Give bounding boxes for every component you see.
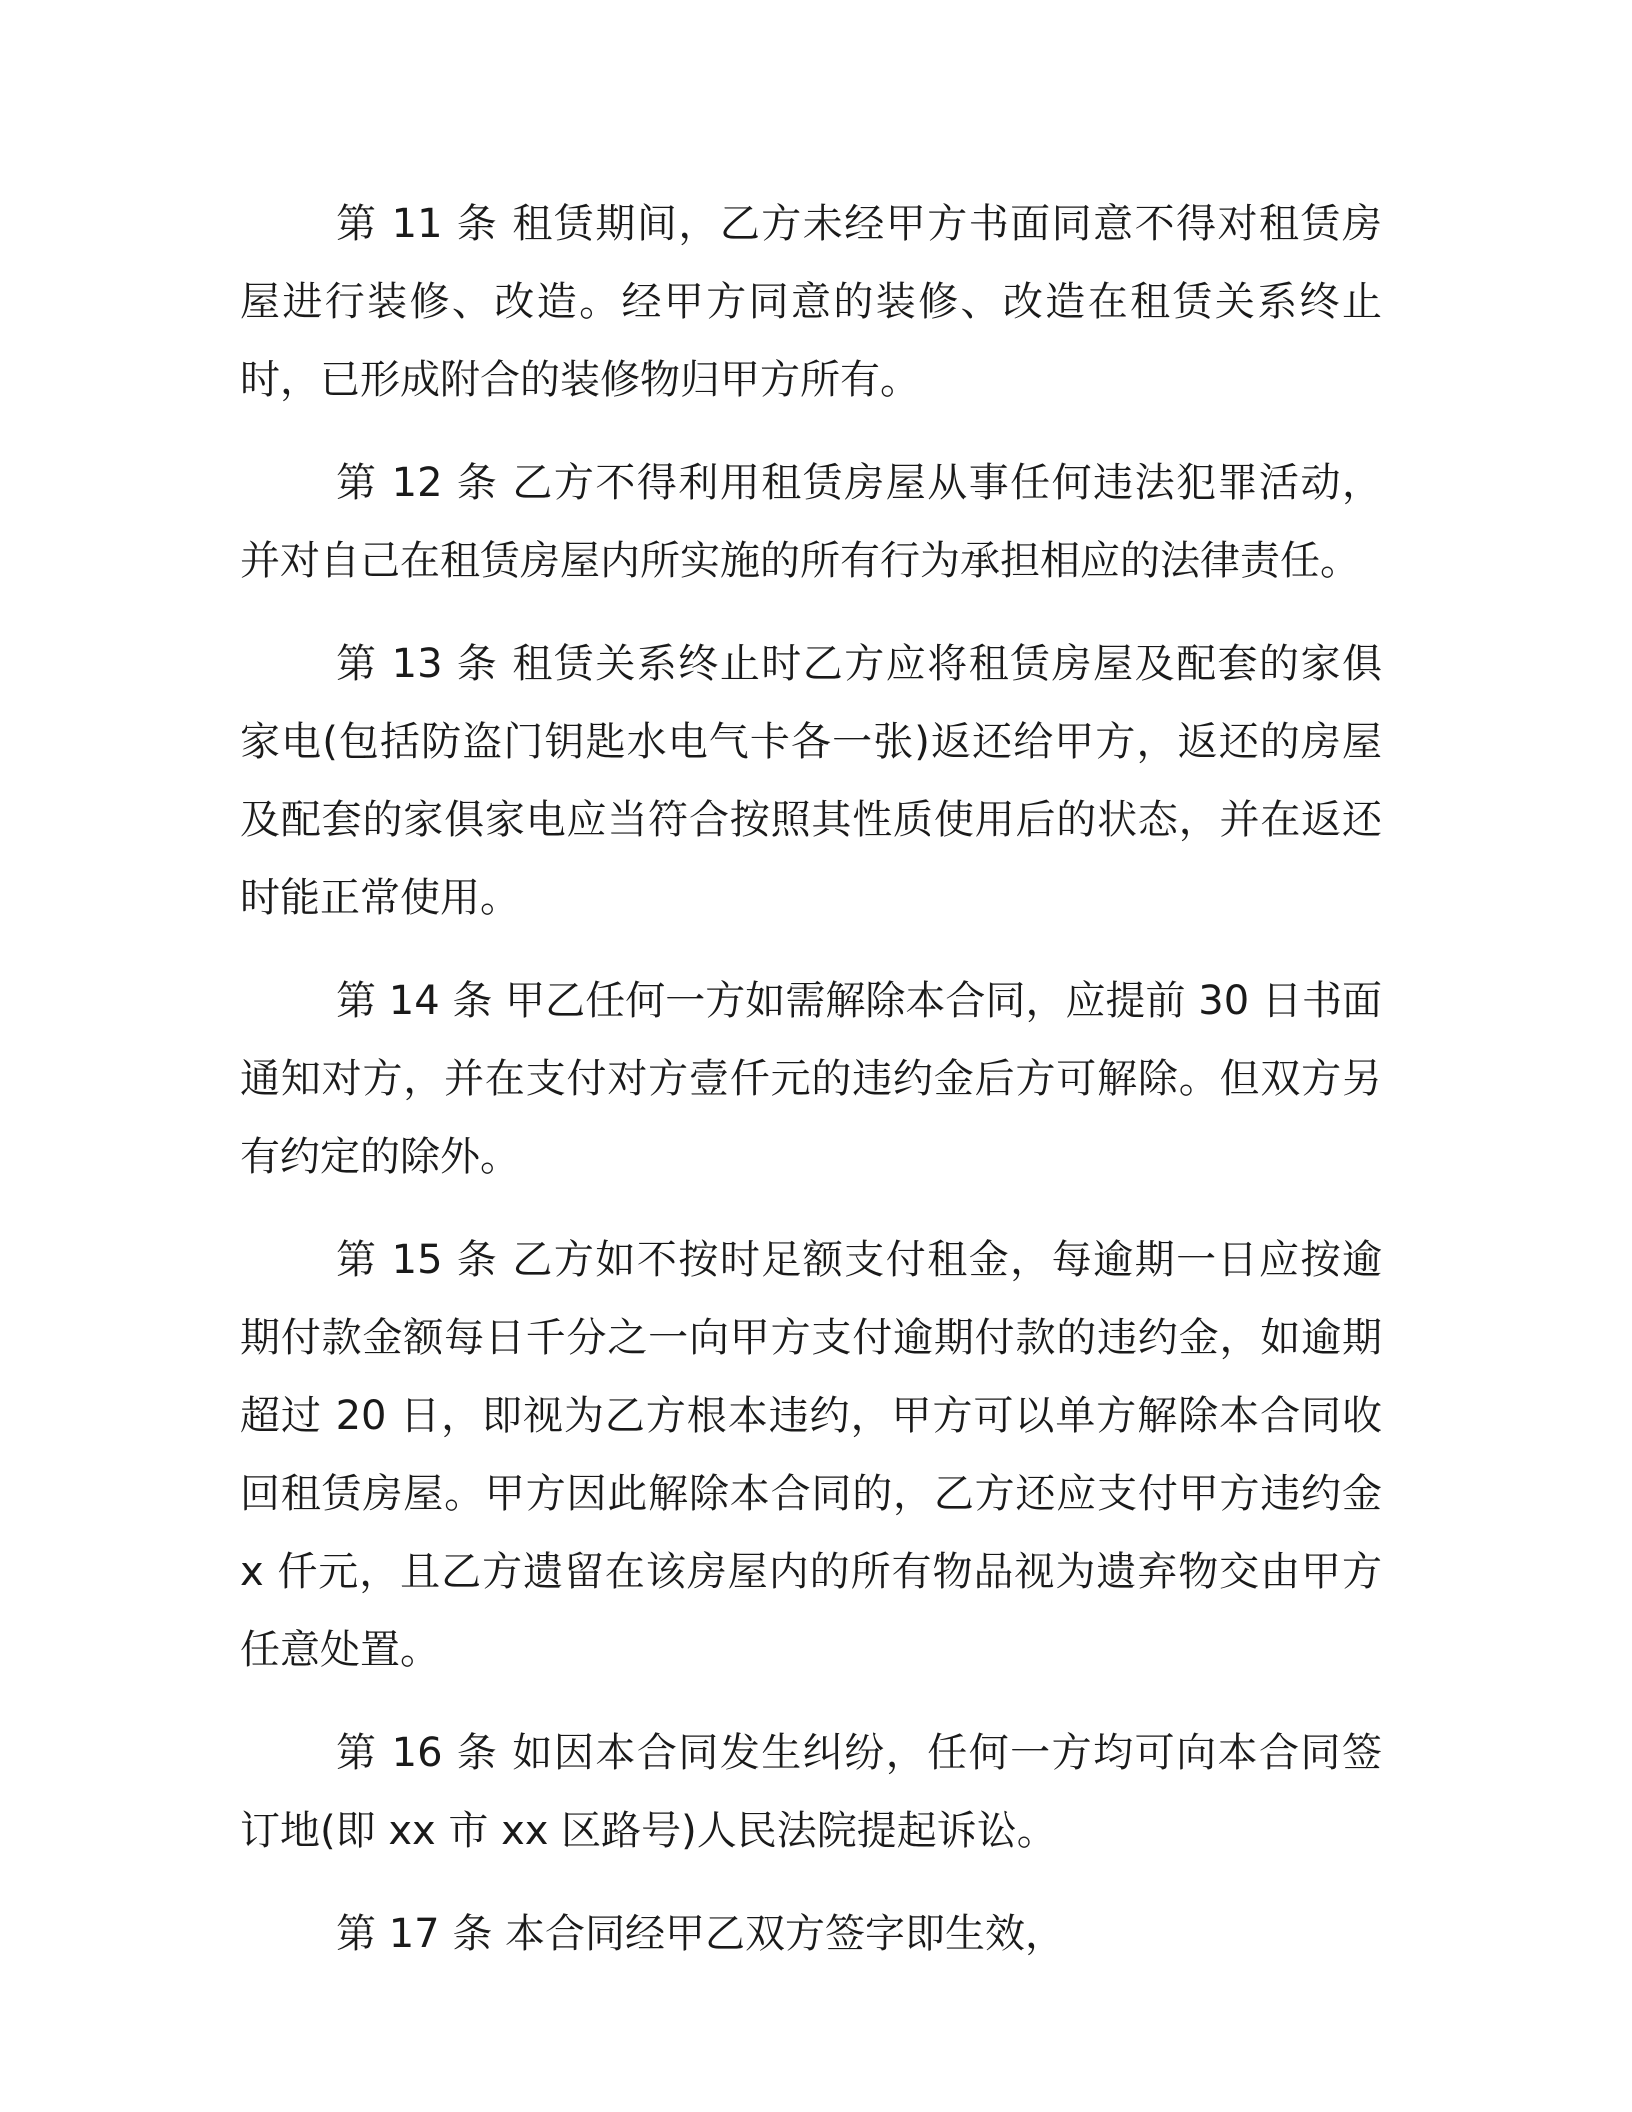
article-15: 第 15 条 乙方如不按时足额支付租金，每逾期一日应按逾期付款金额每日千分之一向甲方支付逾期付款的违约金，如逾期超过 20 日，即视为乙方根本违约，甲方可以单方解除本合同收回租赁房屋。甲方因此解除本合同的，乙方还应支付甲方违约金 x 仟元，且乙方遗留在该房屋内的所有物品视为遗弃物交由甲方任意处置。 — [240, 1237, 1382, 1673]
article-16: 第 16 条 如因本合同发生纠纷，任何一方均可向本合同签订地(即 xx 市 xx 区路号)人民法院提起诉讼。 — [240, 1730, 1382, 1854]
article-17: 第 17 条 本合同经甲乙双方签字即生效， — [336, 1911, 1066, 1957]
document-body — [240, 185, 1382, 1998]
article-11: 第 11 条 租赁期间，乙方未经甲方书面同意不得对租赁房屋进行装修、改造。经甲方同意的装修、改造在租赁关系终止时，已形成附合的装修物归甲方所有。 — [240, 201, 1382, 403]
article-14: 第 14 条 甲乙任何一方如需解除本合同，应提前 30 日书面通知对方，并在支付对方壹仟元的违约金后方可解除。但双方另有约定的除外。 — [240, 978, 1382, 1180]
article-13: 第 13 条 租赁关系终止时乙方应将租赁房屋及配套的家俱家电(包括防盗门钥匙水电气卡各一张)返还给甲方，返还的房屋及配套的家俱家电应当符合按照其性质使用后的状态，并在返还时能正常使用。 — [240, 641, 1382, 921]
article-12: 第 12 条 乙方不得利用租赁房屋从事任何违法犯罪活动，并对自己在租赁房屋内所实施的所有行为承担相应的法律责任。 — [240, 460, 1382, 584]
